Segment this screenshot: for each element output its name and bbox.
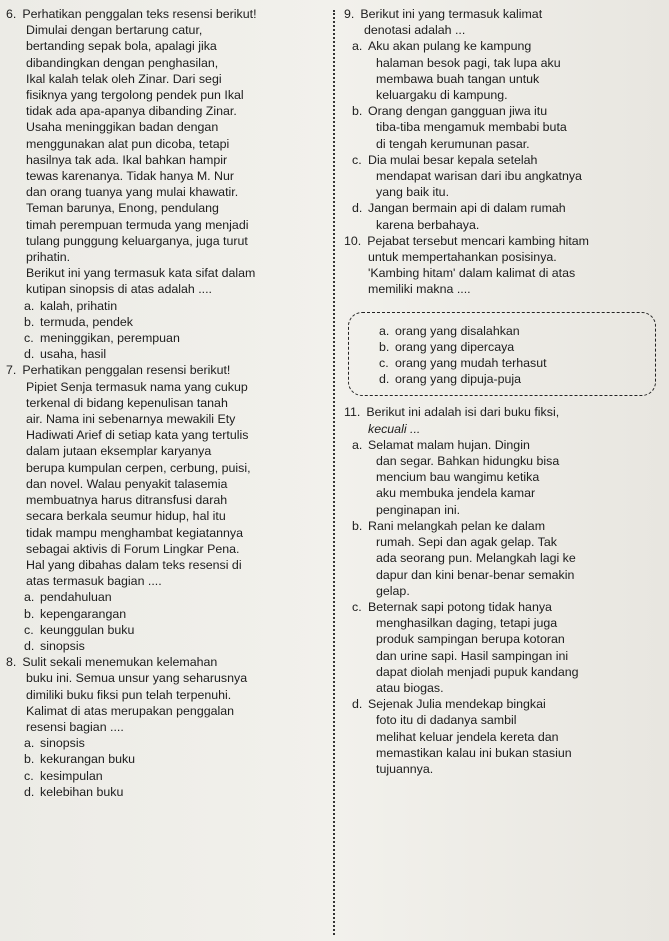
answer-option[interactable]: b. Rani melangkah pelan ke dalam rumah. Sepi dan agak gelap. Tak ada seorang pun. Melangkah lagi ke dapur dan kini benar-benar semakin gelap. — [352, 518, 576, 598]
answer-option[interactable]: b. kekurangan buku — [24, 752, 136, 767]
answer-option[interactable]: d. usaha, hasil — [24, 347, 107, 362]
answer-option[interactable]: c. keunggulan buku — [24, 622, 135, 637]
question-passage: Dimulai dengan bertarung catur, bertanding sepak bola, apalagi jika dibandingkan dengan penghasilan, Ikal kalah telak oleh Zinar. Dari segi fisiknya yang tergolong pendek pun Ikal tidak ada apa-apanya dibanding Zinar. Usaha meninggikan badan dengan menggunakan alat pun dicoba, tetapi hasilnya tak ada. Ikal bahkan hampir tewas karenanya. Tidak hanya M. Nur dan orang tuanya yang mulai khawatir. Teman barunya, Enong, pendulang timah perempuan termuda yang menjadi tulang punggung keluarganya, juga turut prihatin. Berikut ini yang termasuk kata sifat dalam kutipan sinopsis di atas adalah .... — [26, 23, 256, 297]
question-stem-cont: kecuali ... — [368, 421, 421, 436]
answer-option[interactable]: c. Beternak sapi potong tidak hanya menghasilkan daging, tetapi juga produk sampingan berupa kotoran dan urine sapi. Hasil sampingan ini dapat diolah menjadi pupuk kandang atau biogas. — [352, 599, 579, 695]
answer-option[interactable]: a. orang yang disalahkan — [379, 323, 520, 338]
question-number: 10. — [344, 233, 362, 248]
question-instruction: Perhatikan penggalan teks resensi berikut! — [22, 7, 257, 21]
question-number: 8. — [6, 655, 17, 670]
answer-option[interactable]: d. Sejenak Julia mendekap bingkai foto itu di dadanya sambil melihat keluar jendela kereta dan memastikan kalau ini bukan stasiun tujuannya. — [352, 697, 572, 776]
question-stem: Berikut ini adalah isi dari buku fiksi, — [366, 405, 560, 420]
question-7 — [6, 362, 324, 654]
question-8 — [6, 654, 324, 800]
question-stem-cont: untuk mempertahankan posisinya. 'Kambing hitam' dalam kalimat di atas memiliki makna .... — [368, 250, 576, 297]
question-stem: Pejabat tersebut mencari kambing hitam — [367, 233, 590, 248]
answer-options-box — [348, 312, 656, 397]
answer-option[interactable]: c. meninggikan, perempuan — [24, 331, 180, 346]
answer-option[interactable]: c. kesimpulan — [24, 768, 103, 783]
left-column — [6, 6, 324, 800]
answer-option[interactable]: d. orang yang dipuja-puja — [379, 372, 522, 387]
question-instruction: Perhatikan penggalan resensi berikut! — [22, 363, 231, 378]
answer-option[interactable]: a. pendahuluan — [24, 590, 112, 605]
answer-option[interactable]: b. kepengarangan — [24, 606, 127, 621]
answer-option[interactable]: a. Selamat malam hujan. Dingin dan segar. Bahkan hidungku bisa mencium bau wangimu ketika aku membuka jendela kamar penginapan ini. — [352, 437, 560, 517]
question-11 — [344, 404, 662, 777]
question-passage: buku ini. Semua unsur yang seharusnya dimiliki buku fiksi pun telah terpenuhi. Kalimat di atas merupakan penggalan resensi bagian .... — [26, 671, 248, 734]
answer-option[interactable]: b. Orang dengan gangguan jiwa itu tiba-tiba mengamuk membabi buta di tengah kerumunan pasar. — [352, 104, 567, 151]
answer-option[interactable]: a. kalah, prihatin — [24, 298, 118, 313]
question-number: 6. — [6, 7, 17, 21]
column-divider — [333, 10, 335, 935]
question-passage: Pipiet Senja termasuk nama yang cukup terkenal di bidang kepenulisan tanah air. Nama ini sebenarnya mewakili Ety Hadiwati Arief di setiap kata yang tertulis dalam jutaan eksemplar karyanya berupa kumpulan cerpen, cerbung, puisi, dan novel. Walau penyakit talasemia membuatnya harus ditransfusi darah secara berkala seumur hidup, hal itu tidak mampu menghambat kegiatannya sebagai aktivis di Forum Lingkar Pena. Hal yang dibahas dalam teks resensi di atas termasuk bagian .... — [26, 379, 251, 589]
answer-option[interactable]: d. sinopsis — [24, 638, 85, 653]
answer-option[interactable]: c. Dia mulai besar kepala setelah mendapat warisan dari ibu angkatnya yang baik itu. — [352, 152, 582, 200]
question-stem: Berikut ini yang termasuk kalimat — [360, 7, 543, 21]
question-number: 11. — [344, 405, 361, 420]
answer-option[interactable]: b. orang yang dipercaya — [379, 339, 515, 354]
answer-option[interactable]: a. sinopsis — [24, 736, 85, 751]
answer-option[interactable]: c. orang yang mudah terhasut — [379, 356, 547, 371]
answer-option[interactable]: d. Jangan bermain api di dalam rumah karena berbahaya. — [352, 201, 566, 232]
right-column — [344, 6, 662, 777]
answer-option[interactable]: d. kelebihan buku — [24, 784, 124, 799]
answer-option[interactable]: a. Aku akan pulang ke kampung halaman besok pagi, tak lupa aku membawa buah tangan untuk keluargaku di kampung. — [352, 39, 561, 103]
question-6 — [6, 6, 324, 362]
question-stem-cont: denotasi adalah ... — [364, 23, 466, 38]
answer-option[interactable]: b. termuda, pendek — [24, 314, 133, 329]
question-number: 7. — [6, 363, 17, 378]
question-number: 9. — [344, 7, 355, 21]
question-10 — [344, 233, 662, 397]
question-passage-first-line: Sulit sekali menemukan kelemahan — [22, 655, 218, 670]
question-9 — [344, 6, 662, 233]
